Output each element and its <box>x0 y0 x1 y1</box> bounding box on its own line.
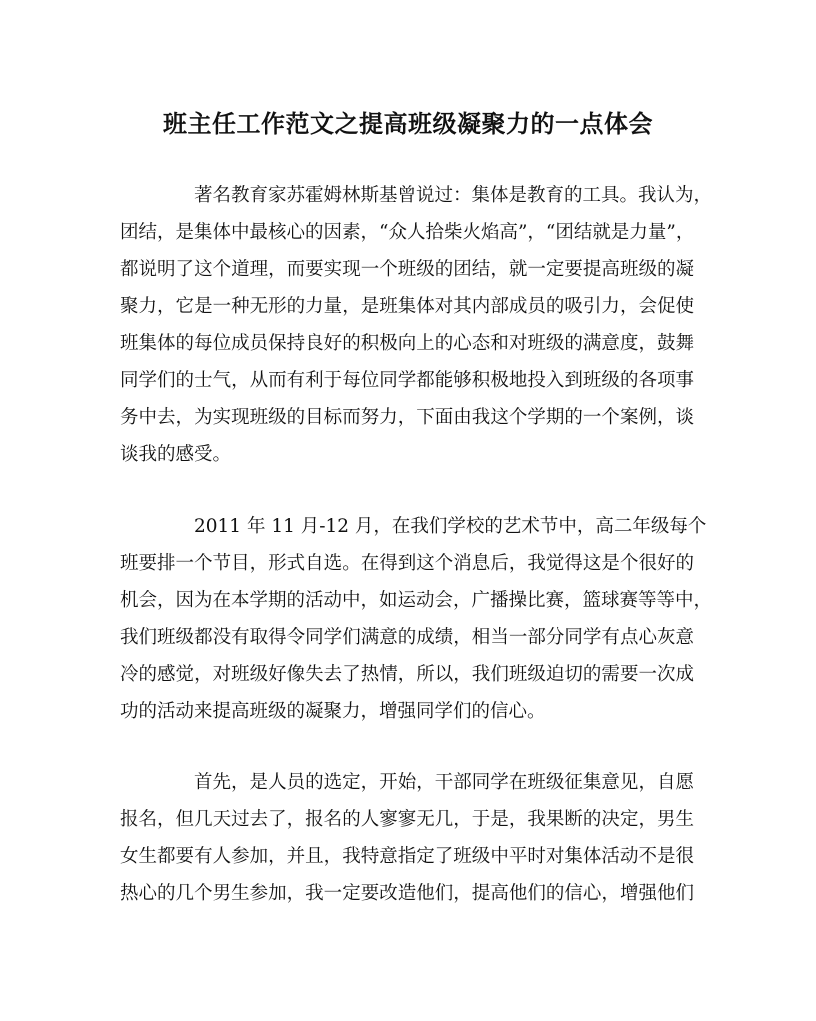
paragraph-line: 报名，但几天过去了，报名的人寥寥无几，于是，我果断的决定，男生 <box>120 809 694 830</box>
paragraph-line: 机会，因为在本学期的活动中，如运动会，广播操比赛，篮球赛等等中， <box>120 590 713 611</box>
document-title: 班主任工作范文之提高班级凝聚力的一点体会 <box>163 109 653 138</box>
paragraph-line: 都说明了这个道理，而要实现一个班级的团结，就一定要提高班级的凝 <box>120 259 694 280</box>
paragraph-line: 我们班级都没有取得令同学们满意的成绩，相当一部分同学有点心灰意 <box>120 627 694 648</box>
paragraph-line: 班集体的每位成员保持良好的积极向上的心态和对班级的满意度，鼓舞 <box>120 333 694 354</box>
paragraph-line: 谈我的感受。 <box>120 444 232 465</box>
paragraph-line: 著名教育家苏霍姆林斯基曾说过：集体是教育的工具。我认为， <box>194 185 713 206</box>
paragraph-3 <box>120 764 694 912</box>
paragraph-line: 班要排一个节目，形式自选。在得到这个消息后，我觉得这是个很好的 <box>120 553 694 574</box>
paragraph-line: 女生都要有人参加，并且，我特意指定了班级中平时对集体活动不是很 <box>120 846 694 867</box>
paragraph-1 <box>120 177 713 473</box>
paragraph-line: 团结，是集体中最核心的因素，“众人拾柴火焰高”，“团结就是力量”， <box>120 222 695 243</box>
paragraph-line: 首先，是人员的选定，开始，干部同学在班级征集意见，自愿 <box>194 772 694 793</box>
paragraph-line: 2011 年 11 月-12 月，在我们学校的艺术节中，高二年级每个 <box>194 516 707 537</box>
paragraph-line: 同学们的士气，从而有利于每位同学都能够积极地投入到班级的各项事 <box>120 370 694 391</box>
paragraph-line: 冷的感觉，对班级好像失去了热情，所以，我们班级迫切的需要一次成 <box>120 664 694 685</box>
paragraph-2 <box>120 508 713 730</box>
paragraph-line: 务中去，为实现班级的目标而努力，下面由我这个学期的一个案例，谈 <box>120 407 694 428</box>
paragraph-line: 热心的几个男生参加，我一定要改造他们，提高他们的信心，增强他们 <box>120 883 694 904</box>
paragraph-line: 功的活动来提高班级的凝聚力，增强同学们的信心。 <box>120 701 546 722</box>
paragraph-line: 聚力，它是一种无形的力量，是班集体对其内部成员的吸引力，会促使 <box>120 296 694 317</box>
